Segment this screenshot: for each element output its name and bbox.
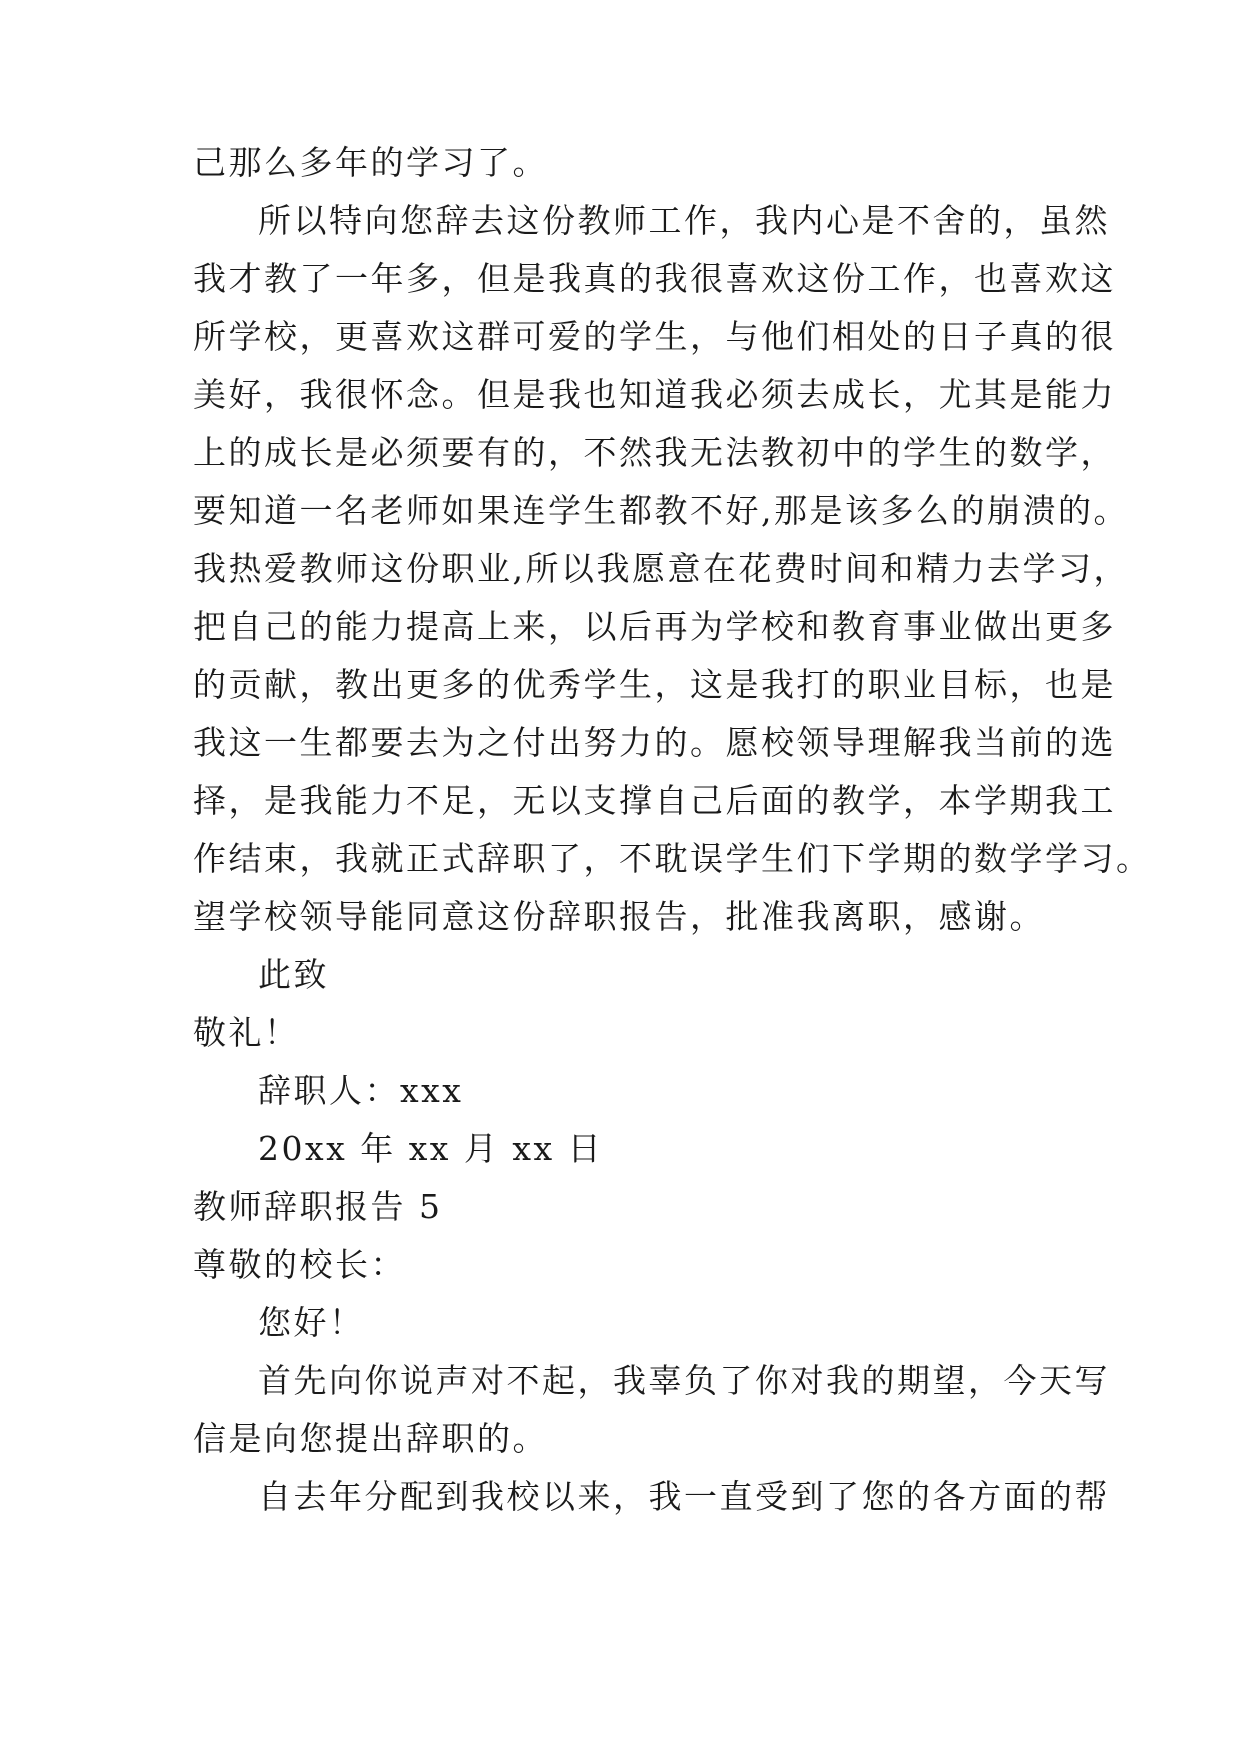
text-line: 上的成长是必须要有的，不然我无法教初中的学生的数学， xyxy=(193,433,1116,472)
closing-salutation: 此致 xyxy=(258,955,329,994)
text-line: 把自己的能力提高上来，以后再为学校和教育事业做出更多 xyxy=(193,607,1116,646)
date-line: 20xx 年 xx 月 xx 日 xyxy=(258,1129,604,1168)
text-line: 我才教了一年多，但是我真的我很喜欢这份工作，也喜欢这 xyxy=(193,259,1116,298)
text-line: 所学校，更喜欢这群可爱的学生，与他们相处的日子真的很 xyxy=(193,317,1116,356)
text-line: 要知道一名老师如果连学生都教不好,那是该多么的崩溃的。 xyxy=(193,491,1129,530)
text-line: 美好，我很怀念。但是我也知道我必须去成长，尤其是能力 xyxy=(193,375,1116,414)
text-line: 望学校领导能同意这份辞职报告，批准我离职，感谢。 xyxy=(193,897,1045,936)
closing-regards: 敬礼！ xyxy=(193,1013,300,1052)
signature-line: 辞职人：xxx xyxy=(258,1071,464,1110)
greeting-addressee: 尊敬的校长： xyxy=(193,1245,406,1284)
text-line: 首先向你说声对不起，我辜负了你对我的期望，今天写 xyxy=(258,1361,1110,1400)
text-line: 自去年分配到我校以来，我一直受到了您的各方面的帮 xyxy=(258,1477,1110,1516)
text-line: 的贡献，教出更多的优秀学生，这是我打的职业目标，也是 xyxy=(193,665,1116,704)
text-line: 信是向您提出辞职的。 xyxy=(193,1419,548,1458)
text-line: 择，是我能力不足，无以支撑自己后面的教学，本学期我工 xyxy=(193,781,1116,820)
text-line: 我这一生都要去为之付出努力的。愿校领导理解我当前的选 xyxy=(193,723,1116,762)
section-heading: 教师辞职报告 5 xyxy=(193,1187,443,1226)
text-line: 所以特向您辞去这份教师工作，我内心是不舍的，虽然 xyxy=(258,201,1110,240)
text-line: 己那么多年的学习了。 xyxy=(193,143,548,182)
greeting: 您好！ xyxy=(258,1303,365,1342)
text-line: 我热爱教师这份职业,所以我愿意在花费时间和精力去学习， xyxy=(193,549,1129,588)
text-line: 作结束，我就正式辞职了，不耽误学生们下学期的数学学习。 xyxy=(193,839,1152,878)
